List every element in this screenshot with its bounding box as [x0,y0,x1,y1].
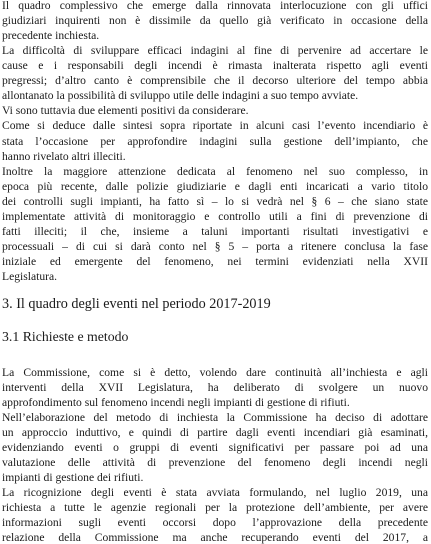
paragraph-7-line-3: evidenziando eventi o gruppi di eventi significativi per passare poi ad una [2,441,428,454]
paragraph-7-line-2: un approccio induttivo, e quindi di partire dagli eventi incendiari già esaminati, [2,426,428,439]
paragraph-4-line-1: Come si deduce dalle sintesi sopra riportate in alcuni casi l’evento incendiario è [2,119,428,132]
paragraph-6-line-2: interventi della XVII Legislatura, ha deliberato di svolgere un nuovo [2,381,428,394]
paragraph-8-line-1: La ricognizione degli eventi è stata avviata formulando, nel luglio 2019, una [2,486,428,499]
section-heading-3: 3. Il quadro degli eventi nel periodo 2017-2019 [2,296,271,312]
paragraph-6-line-3: approfondimento sul fenomeno incendi negli impianti di gestione di rifiuti. [2,396,350,409]
paragraph-2-line-2: cause e i responsabili degli incendi è rimasta inalterata rispetto agli eventi [2,59,428,72]
paragraph-5-line-5: fatti illeciti; il che, insieme a taluni importanti risultati investigativi e [2,225,428,238]
paragraph-1-line-2: giudiziari inquirenti non è dissimile da quello già verificato in occasione della [2,14,428,27]
paragraph-2-line-1: La difficoltà di sviluppare efficaci indagini al fine di pervenire ad accertare le [2,44,428,57]
section-heading-3-1: 3.1 Richieste e metodo [2,329,129,344]
paragraph-7-line-4: valutazione delle attività di prevenzione del fenomeno degli incendi negli [2,456,428,469]
paragraph-1-line-3: precedente inchiesta. [2,29,100,42]
paragraph-7-line-5: impianti di gestione dei rifiuti. [2,471,144,484]
paragraph-7-line-1: Nell’elaborazione del metodo di inchiesta la Commissione ha deciso di adottare [2,411,428,424]
paragraph-8-line-2: richiesta a tutte le agenzie regionali per la protezione dell’ambiente, per avere [2,501,428,514]
paragraph-1-line-1: Il quadro complessivo che emerge dalla rinnovata interlocuzione con gli uffici [2,0,428,12]
paragraph-2-line-4: allontanato la possibilità di sviluppo utile delle indagini a suo tempo avviate. [2,89,359,102]
paragraph-4-line-3: hanno rivelato altri illeciti. [2,150,126,163]
paragraph-5-line-8: Legislatura. [2,270,58,283]
paragraph-8-line-4: relazione della Commissione ma anche recuperando eventi del 2017, a [2,531,428,544]
paragraph-5-line-2: epoca più recente, dalle polizie giudiziarie e dagli enti incaricati a vario titolo [2,180,428,193]
paragraph-6-line-1: La Commissione, come si è detto, volendo dare continuità all’inchiesta e agli [2,366,428,379]
paragraph-5-line-4: implementate attività di monitoraggio e controllo utili a fini di prevenzione di [2,210,428,223]
paragraph-8-line-3: informazioni sugli eventi occorsi dopo l’approvazione della precedente [2,516,428,529]
paragraph-3-line-1: Vi sono tuttavia due elementi positivi da considerare. [2,104,249,117]
paragraph-5-line-6: processuali – di cui si darà conto nel § 5 – porta a ritenere conclusa la fase [2,240,428,253]
paragraph-2-line-3: pregressi; d’altro canto è comprensibile che il decorso ulteriore del tempo abbia [2,74,428,87]
paragraph-5-line-7: iniziale ed emergente del fenomeno, nei termini evidenziati nella XVII [2,255,428,268]
paragraph-5-line-3: dei controlli sugli impianti, ha fatto sì – lo si vedrà nel § 6 – che siano state [2,195,428,208]
paragraph-5-line-1: Inoltre la maggiore attenzione dedicata al fenomeno nel suo complesso, in [2,165,428,178]
paragraph-4-line-2: stata l’occasione per approfondire indagini sulla gestione dell’impianto, che [2,135,428,148]
